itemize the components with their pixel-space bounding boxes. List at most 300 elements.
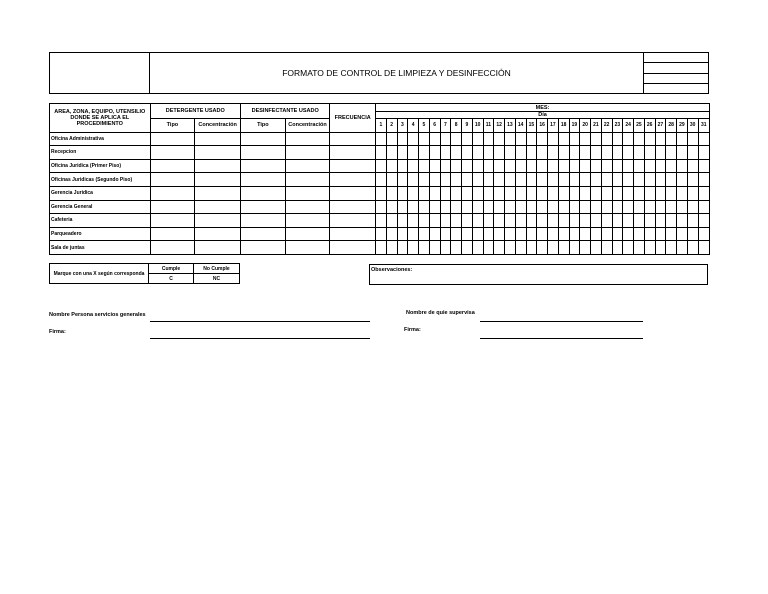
- day-check-cell[interactable]: [601, 214, 612, 228]
- day-check-cell[interactable]: [591, 227, 602, 241]
- entry-cell[interactable]: [150, 214, 195, 228]
- day-check-cell[interactable]: [634, 173, 645, 187]
- entry-cell[interactable]: [240, 132, 285, 146]
- day-check-cell[interactable]: [440, 132, 451, 146]
- day-check-cell[interactable]: [376, 146, 387, 160]
- day-check-cell[interactable]: [634, 146, 645, 160]
- day-check-cell[interactable]: [591, 214, 602, 228]
- entry-cell[interactable]: [240, 214, 285, 228]
- day-check-cell[interactable]: [569, 146, 580, 160]
- day-check-cell[interactable]: [687, 227, 698, 241]
- day-check-cell[interactable]: [655, 159, 666, 173]
- day-check-cell[interactable]: [483, 186, 494, 200]
- day-check-cell[interactable]: [419, 214, 430, 228]
- day-check-cell[interactable]: [419, 173, 430, 187]
- day-check-cell[interactable]: [623, 173, 634, 187]
- day-check-cell[interactable]: [537, 173, 548, 187]
- day-check-cell[interactable]: [558, 227, 569, 241]
- day-check-cell[interactable]: [666, 186, 677, 200]
- entry-cell[interactable]: [150, 132, 195, 146]
- entry-cell[interactable]: [285, 173, 330, 187]
- entry-cell[interactable]: [285, 214, 330, 228]
- entry-cell[interactable]: [150, 173, 195, 187]
- day-check-cell[interactable]: [677, 241, 688, 255]
- day-check-cell[interactable]: [687, 132, 698, 146]
- day-check-cell[interactable]: [601, 241, 612, 255]
- day-check-cell[interactable]: [644, 173, 655, 187]
- day-check-cell[interactable]: [451, 241, 462, 255]
- day-check-cell[interactable]: [548, 241, 559, 255]
- day-check-cell[interactable]: [472, 159, 483, 173]
- entry-cell[interactable]: [195, 241, 241, 255]
- day-check-cell[interactable]: [655, 241, 666, 255]
- day-check-cell[interactable]: [623, 146, 634, 160]
- day-check-cell[interactable]: [462, 132, 473, 146]
- entry-cell[interactable]: [150, 186, 195, 200]
- day-check-cell[interactable]: [569, 214, 580, 228]
- day-check-cell[interactable]: [483, 132, 494, 146]
- day-check-cell[interactable]: [376, 200, 387, 214]
- entry-cell[interactable]: [240, 186, 285, 200]
- day-check-cell[interactable]: [494, 214, 505, 228]
- day-check-cell[interactable]: [526, 214, 537, 228]
- day-check-cell[interactable]: [376, 132, 387, 146]
- day-check-cell[interactable]: [644, 132, 655, 146]
- day-check-cell[interactable]: [429, 241, 440, 255]
- day-check-cell[interactable]: [505, 132, 516, 146]
- day-check-cell[interactable]: [386, 146, 397, 160]
- day-check-cell[interactable]: [515, 173, 526, 187]
- day-check-cell[interactable]: [462, 173, 473, 187]
- day-check-cell[interactable]: [558, 186, 569, 200]
- day-check-cell[interactable]: [440, 227, 451, 241]
- day-check-cell[interactable]: [580, 186, 591, 200]
- day-check-cell[interactable]: [677, 173, 688, 187]
- day-check-cell[interactable]: [580, 159, 591, 173]
- day-check-cell[interactable]: [505, 159, 516, 173]
- day-check-cell[interactable]: [483, 227, 494, 241]
- entry-cell[interactable]: [330, 173, 376, 187]
- day-check-cell[interactable]: [397, 186, 408, 200]
- entry-cell[interactable]: [240, 146, 285, 160]
- day-check-cell[interactable]: [472, 146, 483, 160]
- day-check-cell[interactable]: [677, 132, 688, 146]
- day-check-cell[interactable]: [612, 200, 623, 214]
- day-check-cell[interactable]: [483, 173, 494, 187]
- day-check-cell[interactable]: [569, 227, 580, 241]
- day-check-cell[interactable]: [644, 214, 655, 228]
- day-check-cell[interactable]: [634, 186, 645, 200]
- day-check-cell[interactable]: [429, 173, 440, 187]
- day-check-cell[interactable]: [655, 173, 666, 187]
- day-check-cell[interactable]: [644, 159, 655, 173]
- day-check-cell[interactable]: [569, 159, 580, 173]
- day-check-cell[interactable]: [376, 227, 387, 241]
- day-check-cell[interactable]: [440, 146, 451, 160]
- observaciones-box[interactable]: [369, 264, 708, 285]
- day-check-cell[interactable]: [548, 132, 559, 146]
- day-check-cell[interactable]: [644, 186, 655, 200]
- day-check-cell[interactable]: [505, 227, 516, 241]
- day-check-cell[interactable]: [687, 241, 698, 255]
- day-check-cell[interactable]: [677, 146, 688, 160]
- day-check-cell[interactable]: [612, 159, 623, 173]
- entry-cell[interactable]: [150, 241, 195, 255]
- day-check-cell[interactable]: [505, 173, 516, 187]
- day-check-cell[interactable]: [655, 132, 666, 146]
- day-check-cell[interactable]: [386, 173, 397, 187]
- entry-cell[interactable]: [195, 146, 241, 160]
- day-check-cell[interactable]: [505, 241, 516, 255]
- day-check-cell[interactable]: [612, 241, 623, 255]
- day-check-cell[interactable]: [666, 214, 677, 228]
- day-check-cell[interactable]: [462, 241, 473, 255]
- day-check-cell[interactable]: [623, 241, 634, 255]
- day-check-cell[interactable]: [386, 186, 397, 200]
- day-check-cell[interactable]: [569, 173, 580, 187]
- day-check-cell[interactable]: [666, 227, 677, 241]
- day-check-cell[interactable]: [666, 200, 677, 214]
- day-check-cell[interactable]: [408, 214, 419, 228]
- day-check-cell[interactable]: [634, 200, 645, 214]
- entry-cell[interactable]: [285, 186, 330, 200]
- day-check-cell[interactable]: [526, 132, 537, 146]
- day-check-cell[interactable]: [698, 200, 709, 214]
- day-check-cell[interactable]: [419, 146, 430, 160]
- day-check-cell[interactable]: [634, 214, 645, 228]
- day-check-cell[interactable]: [472, 132, 483, 146]
- day-check-cell[interactable]: [451, 214, 462, 228]
- day-check-cell[interactable]: [505, 200, 516, 214]
- day-check-cell[interactable]: [397, 241, 408, 255]
- day-check-cell[interactable]: [623, 132, 634, 146]
- day-check-cell[interactable]: [580, 227, 591, 241]
- day-check-cell[interactable]: [408, 132, 419, 146]
- day-check-cell[interactable]: [429, 214, 440, 228]
- day-check-cell[interactable]: [612, 227, 623, 241]
- entry-cell[interactable]: [330, 241, 376, 255]
- day-check-cell[interactable]: [494, 241, 505, 255]
- day-check-cell[interactable]: [483, 159, 494, 173]
- day-check-cell[interactable]: [419, 186, 430, 200]
- day-check-cell[interactable]: [591, 173, 602, 187]
- day-check-cell[interactable]: [494, 200, 505, 214]
- day-check-cell[interactable]: [494, 159, 505, 173]
- day-check-cell[interactable]: [451, 173, 462, 187]
- day-check-cell[interactable]: [580, 200, 591, 214]
- day-check-cell[interactable]: [537, 227, 548, 241]
- day-check-cell[interactable]: [612, 214, 623, 228]
- entry-cell[interactable]: [150, 227, 195, 241]
- day-check-cell[interactable]: [687, 186, 698, 200]
- entry-cell[interactable]: [150, 146, 195, 160]
- day-check-cell[interactable]: [601, 200, 612, 214]
- day-check-cell[interactable]: [451, 159, 462, 173]
- day-check-cell[interactable]: [580, 214, 591, 228]
- day-check-cell[interactable]: [397, 200, 408, 214]
- day-check-cell[interactable]: [612, 186, 623, 200]
- day-check-cell[interactable]: [634, 227, 645, 241]
- day-check-cell[interactable]: [698, 146, 709, 160]
- day-check-cell[interactable]: [419, 132, 430, 146]
- day-check-cell[interactable]: [494, 146, 505, 160]
- day-check-cell[interactable]: [429, 132, 440, 146]
- day-check-cell[interactable]: [687, 146, 698, 160]
- day-check-cell[interactable]: [537, 159, 548, 173]
- day-check-cell[interactable]: [558, 159, 569, 173]
- day-check-cell[interactable]: [483, 200, 494, 214]
- day-check-cell[interactable]: [612, 146, 623, 160]
- day-check-cell[interactable]: [494, 186, 505, 200]
- day-check-cell[interactable]: [494, 132, 505, 146]
- day-check-cell[interactable]: [548, 186, 559, 200]
- day-check-cell[interactable]: [569, 200, 580, 214]
- day-check-cell[interactable]: [569, 241, 580, 255]
- entry-cell[interactable]: [240, 241, 285, 255]
- day-check-cell[interactable]: [623, 227, 634, 241]
- day-check-cell[interactable]: [591, 186, 602, 200]
- day-check-cell[interactable]: [376, 173, 387, 187]
- day-check-cell[interactable]: [386, 132, 397, 146]
- day-check-cell[interactable]: [537, 146, 548, 160]
- day-check-cell[interactable]: [666, 159, 677, 173]
- day-check-cell[interactable]: [537, 186, 548, 200]
- day-check-cell[interactable]: [483, 241, 494, 255]
- entry-cell[interactable]: [195, 173, 241, 187]
- entry-cell[interactable]: [285, 146, 330, 160]
- day-check-cell[interactable]: [419, 159, 430, 173]
- day-check-cell[interactable]: [408, 227, 419, 241]
- day-check-cell[interactable]: [580, 173, 591, 187]
- day-check-cell[interactable]: [505, 186, 516, 200]
- day-check-cell[interactable]: [698, 241, 709, 255]
- day-check-cell[interactable]: [376, 186, 387, 200]
- day-check-cell[interactable]: [440, 200, 451, 214]
- day-check-cell[interactable]: [408, 173, 419, 187]
- day-check-cell[interactable]: [429, 159, 440, 173]
- entry-cell[interactable]: [330, 200, 376, 214]
- day-check-cell[interactable]: [515, 227, 526, 241]
- day-check-cell[interactable]: [601, 146, 612, 160]
- day-check-cell[interactable]: [451, 227, 462, 241]
- entry-cell[interactable]: [195, 200, 241, 214]
- day-check-cell[interactable]: [698, 227, 709, 241]
- day-check-cell[interactable]: [462, 227, 473, 241]
- day-check-cell[interactable]: [462, 214, 473, 228]
- day-check-cell[interactable]: [462, 146, 473, 160]
- entry-cell[interactable]: [240, 227, 285, 241]
- day-check-cell[interactable]: [623, 186, 634, 200]
- day-check-cell[interactable]: [440, 241, 451, 255]
- day-check-cell[interactable]: [666, 146, 677, 160]
- day-check-cell[interactable]: [386, 159, 397, 173]
- day-check-cell[interactable]: [472, 186, 483, 200]
- day-check-cell[interactable]: [548, 159, 559, 173]
- day-check-cell[interactable]: [558, 146, 569, 160]
- day-check-cell[interactable]: [397, 227, 408, 241]
- day-check-cell[interactable]: [591, 132, 602, 146]
- day-check-cell[interactable]: [677, 227, 688, 241]
- day-check-cell[interactable]: [397, 159, 408, 173]
- day-check-cell[interactable]: [655, 214, 666, 228]
- entry-cell[interactable]: [240, 173, 285, 187]
- day-check-cell[interactable]: [462, 200, 473, 214]
- day-check-cell[interactable]: [687, 214, 698, 228]
- day-check-cell[interactable]: [526, 159, 537, 173]
- day-check-cell[interactable]: [462, 186, 473, 200]
- entry-cell[interactable]: [330, 214, 376, 228]
- day-check-cell[interactable]: [526, 173, 537, 187]
- day-check-cell[interactable]: [612, 173, 623, 187]
- day-check-cell[interactable]: [526, 186, 537, 200]
- day-check-cell[interactable]: [537, 241, 548, 255]
- day-check-cell[interactable]: [483, 146, 494, 160]
- entry-cell[interactable]: [195, 132, 241, 146]
- entry-cell[interactable]: [285, 132, 330, 146]
- entry-cell[interactable]: [195, 186, 241, 200]
- day-check-cell[interactable]: [537, 132, 548, 146]
- day-check-cell[interactable]: [440, 186, 451, 200]
- day-check-cell[interactable]: [429, 227, 440, 241]
- entry-cell[interactable]: [150, 159, 195, 173]
- day-check-cell[interactable]: [698, 159, 709, 173]
- day-check-cell[interactable]: [634, 132, 645, 146]
- day-check-cell[interactable]: [440, 173, 451, 187]
- day-check-cell[interactable]: [408, 159, 419, 173]
- day-check-cell[interactable]: [515, 241, 526, 255]
- entry-cell[interactable]: [285, 227, 330, 241]
- day-check-cell[interactable]: [558, 241, 569, 255]
- entry-cell[interactable]: [240, 200, 285, 214]
- day-check-cell[interactable]: [666, 173, 677, 187]
- day-check-cell[interactable]: [655, 146, 666, 160]
- day-check-cell[interactable]: [376, 159, 387, 173]
- day-check-cell[interactable]: [591, 241, 602, 255]
- day-check-cell[interactable]: [677, 186, 688, 200]
- day-check-cell[interactable]: [601, 186, 612, 200]
- day-check-cell[interactable]: [462, 159, 473, 173]
- day-check-cell[interactable]: [472, 227, 483, 241]
- day-check-cell[interactable]: [429, 146, 440, 160]
- day-check-cell[interactable]: [655, 200, 666, 214]
- day-check-cell[interactable]: [376, 214, 387, 228]
- day-check-cell[interactable]: [644, 200, 655, 214]
- day-check-cell[interactable]: [408, 186, 419, 200]
- day-check-cell[interactable]: [623, 214, 634, 228]
- day-check-cell[interactable]: [419, 241, 430, 255]
- day-check-cell[interactable]: [666, 132, 677, 146]
- day-check-cell[interactable]: [601, 173, 612, 187]
- day-check-cell[interactable]: [408, 241, 419, 255]
- day-check-cell[interactable]: [429, 200, 440, 214]
- day-check-cell[interactable]: [526, 241, 537, 255]
- day-check-cell[interactable]: [515, 186, 526, 200]
- day-check-cell[interactable]: [515, 159, 526, 173]
- day-check-cell[interactable]: [408, 200, 419, 214]
- day-check-cell[interactable]: [548, 146, 559, 160]
- day-check-cell[interactable]: [526, 200, 537, 214]
- day-check-cell[interactable]: [537, 200, 548, 214]
- day-check-cell[interactable]: [569, 186, 580, 200]
- day-check-cell[interactable]: [472, 173, 483, 187]
- day-check-cell[interactable]: [644, 146, 655, 160]
- day-check-cell[interactable]: [376, 241, 387, 255]
- day-check-cell[interactable]: [655, 186, 666, 200]
- day-check-cell[interactable]: [451, 146, 462, 160]
- day-check-cell[interactable]: [397, 173, 408, 187]
- day-check-cell[interactable]: [440, 214, 451, 228]
- day-check-cell[interactable]: [526, 146, 537, 160]
- day-check-cell[interactable]: [677, 159, 688, 173]
- day-check-cell[interactable]: [419, 200, 430, 214]
- entry-cell[interactable]: [285, 159, 330, 173]
- nombre-supervisa-line[interactable]: [480, 321, 643, 322]
- day-check-cell[interactable]: [451, 186, 462, 200]
- day-check-cell[interactable]: [580, 241, 591, 255]
- day-check-cell[interactable]: [548, 173, 559, 187]
- day-check-cell[interactable]: [698, 173, 709, 187]
- day-check-cell[interactable]: [472, 200, 483, 214]
- entry-cell[interactable]: [240, 159, 285, 173]
- day-check-cell[interactable]: [386, 227, 397, 241]
- day-check-cell[interactable]: [655, 227, 666, 241]
- day-check-cell[interactable]: [591, 146, 602, 160]
- day-check-cell[interactable]: [408, 146, 419, 160]
- firma-left-line[interactable]: [150, 338, 370, 339]
- day-check-cell[interactable]: [558, 214, 569, 228]
- day-check-cell[interactable]: [687, 200, 698, 214]
- day-check-cell[interactable]: [634, 241, 645, 255]
- entry-cell[interactable]: [330, 159, 376, 173]
- day-check-cell[interactable]: [548, 227, 559, 241]
- day-check-cell[interactable]: [558, 200, 569, 214]
- day-check-cell[interactable]: [591, 159, 602, 173]
- entry-cell[interactable]: [285, 241, 330, 255]
- entry-cell[interactable]: [330, 132, 376, 146]
- day-check-cell[interactable]: [698, 214, 709, 228]
- day-check-cell[interactable]: [623, 200, 634, 214]
- day-check-cell[interactable]: [548, 200, 559, 214]
- day-check-cell[interactable]: [472, 214, 483, 228]
- day-check-cell[interactable]: [601, 159, 612, 173]
- day-check-cell[interactable]: [666, 241, 677, 255]
- day-check-cell[interactable]: [558, 173, 569, 187]
- day-check-cell[interactable]: [644, 227, 655, 241]
- entry-cell[interactable]: [195, 159, 241, 173]
- entry-cell[interactable]: [195, 227, 241, 241]
- day-check-cell[interactable]: [677, 214, 688, 228]
- day-check-cell[interactable]: [483, 214, 494, 228]
- entry-cell[interactable]: [330, 227, 376, 241]
- day-check-cell[interactable]: [472, 241, 483, 255]
- day-check-cell[interactable]: [526, 227, 537, 241]
- day-check-cell[interactable]: [601, 227, 612, 241]
- day-check-cell[interactable]: [591, 200, 602, 214]
- day-check-cell[interactable]: [623, 159, 634, 173]
- day-check-cell[interactable]: [386, 241, 397, 255]
- day-check-cell[interactable]: [580, 132, 591, 146]
- day-check-cell[interactable]: [397, 214, 408, 228]
- entry-cell[interactable]: [150, 200, 195, 214]
- day-check-cell[interactable]: [505, 214, 516, 228]
- day-check-cell[interactable]: [386, 214, 397, 228]
- day-check-cell[interactable]: [515, 214, 526, 228]
- day-check-cell[interactable]: [548, 214, 559, 228]
- day-check-cell[interactable]: [494, 227, 505, 241]
- day-check-cell[interactable]: [515, 132, 526, 146]
- day-check-cell[interactable]: [397, 132, 408, 146]
- entry-cell[interactable]: [195, 214, 241, 228]
